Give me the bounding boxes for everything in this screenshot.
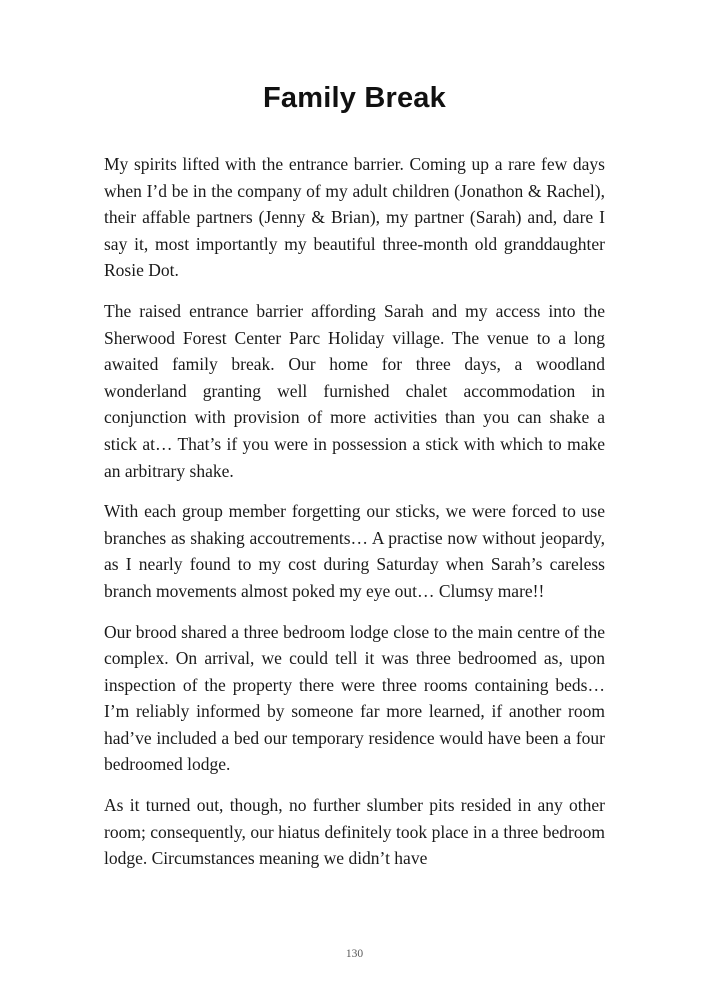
paragraph: Our brood shared a three bedroom lodge close to the main centre of the complex. On arrival, we could tell it was three bedroomed as, upon inspection of the property there were three rooms containing beds… I’m reliably informed by someone far more learned, if another room had’ve included a bed our temporary residence would have been a four bedroomed lodge. [104, 621, 605, 775]
paragraph: The raised entrance barrier affording Sarah and my access into the Sherwood Forest Center Parc Holiday village. The venue to a long awaited family break. Our home for three days, a woodland wonderland granting well furnished chalet accommodation in conjunction with provision of more activities than you can shake a stick at… That’s if you were in possession a stick with which to make an arbitrary shake. [104, 300, 605, 481]
paragraph: With each group member forgetting our sticks, we were forced to use branches as shaking accoutrements… A practise now without jeopardy, as I nearly found to my cost during Saturday when Sarah’s careless branch movements almost poked my eye out… Clumsy mare!! [104, 501, 605, 601]
page-number: 130 [345, 948, 364, 960]
page-content [104, 151, 605, 872]
paragraph: As it turned out, though, no further slumber pits resided in any other room; consequently, our hiatus definitely took place in a three bedroom lodge. Circumstances meaning we didn’t have [104, 795, 605, 869]
page-title: Family Break [263, 82, 446, 114]
paragraph: My spirits lifted with the entrance barrier. Coming up a rare few days when I’d be in the company of my adult children (Jonathon & Rachel), their affable partners (Jenny & Brian), my partner (Sarah) and, dare I say it, most importantly my beautiful three-month old granddaughter Rosie Dot. [104, 154, 605, 281]
